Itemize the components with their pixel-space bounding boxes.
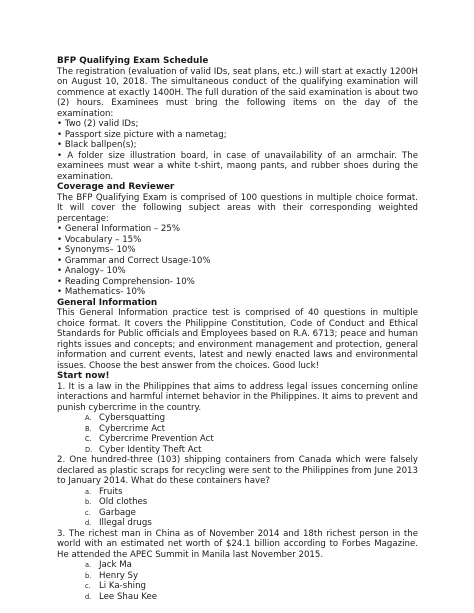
coverage-body: The BFP Qualifying Exam is comprised of 100 questions in multiple choice format. It will cover the following subject areas with their corresponding weighted percentage: [57,192,418,224]
option-text: Henry Sy [99,570,139,581]
option-item [85,518,418,529]
option-item [85,434,418,445]
option-text: Cybercrime Act [99,423,166,434]
option-letter: a. [85,561,92,569]
option-text: Illegal drugs [99,518,152,528]
option-letter: A. [85,414,92,422]
list-item: • Passport size picture with a nametag; [57,130,418,141]
list-item: • A folder size illustration board, in case of unavailability of an armchair. The examinees must wear a white t-shirt, maong pants, and rubber shoes during the examination. [57,151,418,183]
required-items-list [57,119,418,182]
option-text: Garbage [99,507,136,518]
option-item [85,592,418,603]
list-item: • Black ballpen(s); [57,140,418,151]
option-letter: B. [85,424,92,433]
option-text: Cybercrime Prevention Act [99,434,214,444]
general-info-body: This General Information practice test is comprised of 40 questions in multiple choice format. It covers the Philippine Constitution, Code of Conduct and Ethical Standards for Public officials and Employees based on R.A. 6713; peace and human rights issues and concepts; and environment management and protection, general information and current events, latest and newly enacted laws and environmental issues. Choose the best answer from the choices. Good luck! [57,308,418,371]
schedule-heading: BFP Qualifying Exam Schedule [57,56,209,66]
option-item [85,487,418,498]
list-item: • Vocabulary – 15% [57,235,418,246]
question-1-options [57,413,418,455]
option-letter: c. [85,582,91,590]
start-heading: Start now! [57,371,110,381]
option-item [85,497,418,508]
option-text: Old clothes [99,497,148,507]
list-item: • General Information – 25% [57,224,418,235]
option-item [85,560,418,571]
option-item [85,581,418,592]
option-text: Li Ka-shing [99,581,146,591]
list-item: • Mathematics- 10% [57,287,418,298]
option-letter: b. [85,571,92,580]
option-item [85,445,418,456]
question-3-options [57,560,418,602]
list-item: • Reading Comprehension- 10% [57,277,418,288]
question-3: 3. The richest man in China as of November 2014 and 18th richest person in the world with an estimated net worth of $24.1 billion according to Forbes Magazine. He attended the APEC Summit in Manila last November 2015. [57,528,418,560]
list-item: • Synonyms– 10% [57,245,418,256]
option-letter: b. [85,498,92,506]
question-2: 2. One hundred-three (103) shipping containers from Canada which were falsely declared as plastic scraps for recycling were sent to the Philippines from June 2013 to January 2014. What do these containers have? [57,455,418,486]
option-letter: a. [85,487,92,496]
list-item: • Analogy– 10% [57,266,418,277]
option-letter: D. [85,445,93,454]
schedule-body: The registration (evaluation of valid IDs, seat plans, etc.) will start at exactly 1200H on August 10, 2018. The simultaneous conduct of the qualifying examination will commence at exactly 1400H. The full duration of the said examination is about two (2) hours. Examinees must bring the following items on the day of the examination: [57,66,418,119]
option-text: Cybersquatting [99,413,166,423]
question-1: 1. It is a law in the Philippines that aims to address legal issues concerning online interactions and harmful internet behavior in the Philippines. It aims to prevent and punish cybercrime in the country. [57,381,418,413]
option-text: Cyber Identity Theft Act [99,444,202,455]
option-text: Lee Shau Kee [99,591,158,602]
general-info-heading: General Information [57,297,158,308]
option-item [85,571,418,582]
option-item [85,424,418,435]
option-text: Fruits [99,486,123,497]
option-letter: c. [85,508,91,517]
option-item [85,413,418,424]
option-letter: C. [85,435,92,443]
option-letter: d. [85,519,92,527]
subject-areas-list [57,224,418,298]
list-item: • Grammar and Correct Usage-10% [57,256,418,267]
option-item [85,508,418,519]
option-text: Jack Ma [99,560,132,570]
coverage-heading: Coverage and Reviewer [57,182,175,192]
list-item: • Two (2) valid IDs; [57,119,418,130]
question-2-options [57,487,418,529]
option-letter: d. [85,592,92,601]
